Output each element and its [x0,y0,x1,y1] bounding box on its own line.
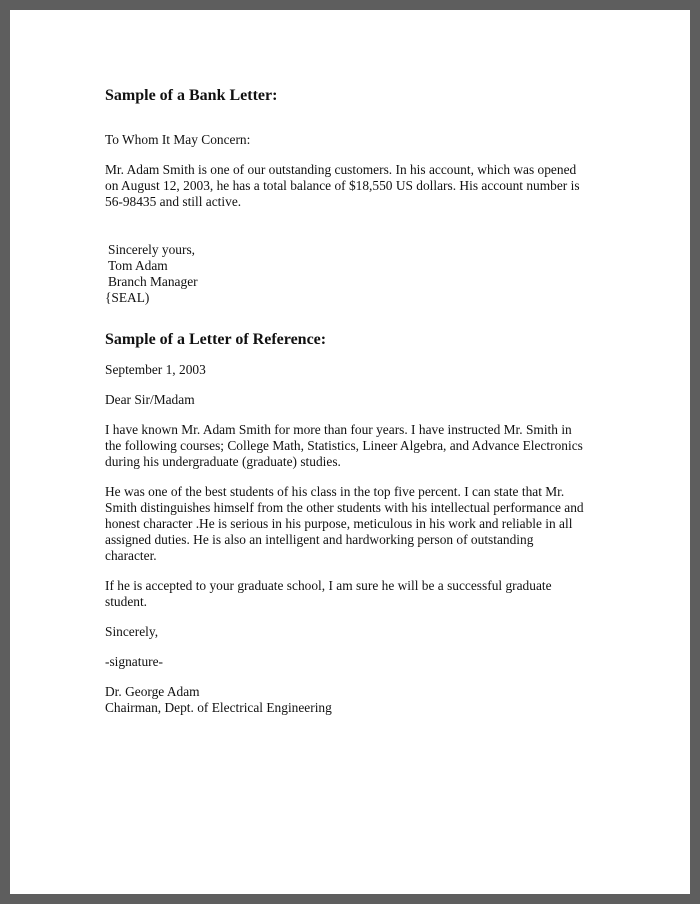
reference-letter-paragraph-2 [105,484,605,564]
closing-text: Sincerely yours, [108,242,196,257]
paragraph-line: during his undergraduate (graduate) studies. [105,454,341,469]
paragraph-line: If he is accepted to your graduate school, I am sure he will be a successful graduate [105,578,552,593]
reference-letter-closing: Sincerely, [105,624,159,639]
signer-name: Dr. George Adam [105,684,200,699]
paragraph-line: the following courses; College Math, Statistics, Lineer Algebra, and Advance Electronics [105,438,583,453]
paragraph-line: honest character .He is serious in his purpose, meticulous in his work and reliable in all [105,516,573,531]
paragraph-line: He was one of the best students of his class in the top five percent. I can state that Mr. [105,484,565,499]
paragraph-line: student. [105,594,148,609]
body-line: Mr. Adam Smith is one of our outstanding customers. In his account, which was opened [105,162,577,177]
bank-letter-signature-block [105,242,605,306]
letter-document [105,86,605,716]
reference-letter-paragraph-1 [105,422,605,470]
signer-title: Chairman, Dept. of Electrical Engineering [105,700,332,715]
reference-letter-signer-block [105,684,605,716]
paragraph-line: I have known Mr. Adam Smith for more than four years. I have instructed Mr. Smith in [105,422,572,437]
paragraph-line: assigned duties. He is also an intelligent and hardworking person of outstanding [105,532,534,547]
signer-name: Tom Adam [108,258,168,273]
body-line: 56-98435 and still active. [105,194,242,209]
paragraph-line: Smith distinguishes himself from the other students with his intellectual performance and [105,500,584,515]
reference-letter-date: September 1, 2003 [105,362,206,377]
reference-letter-heading: Sample of a Letter of Reference: [105,331,327,348]
body-line: on August 12, 2003, he has a total balance of $18,550 US dollars. His account number is [105,178,580,193]
bank-letter-salutation: To Whom It May Concern: [105,132,251,147]
bank-letter-body [105,162,605,210]
signer-title: Branch Manager [108,274,198,289]
seal-text: {SEAL) [105,290,150,305]
reference-letter-signature: -signature- [105,654,164,669]
paragraph-line: character. [105,548,157,563]
reference-letter-salutation: Dear Sir/Madam [105,392,195,407]
bank-letter-heading: Sample of a Bank Letter: [105,87,278,104]
reference-letter-paragraph-3 [105,578,605,610]
